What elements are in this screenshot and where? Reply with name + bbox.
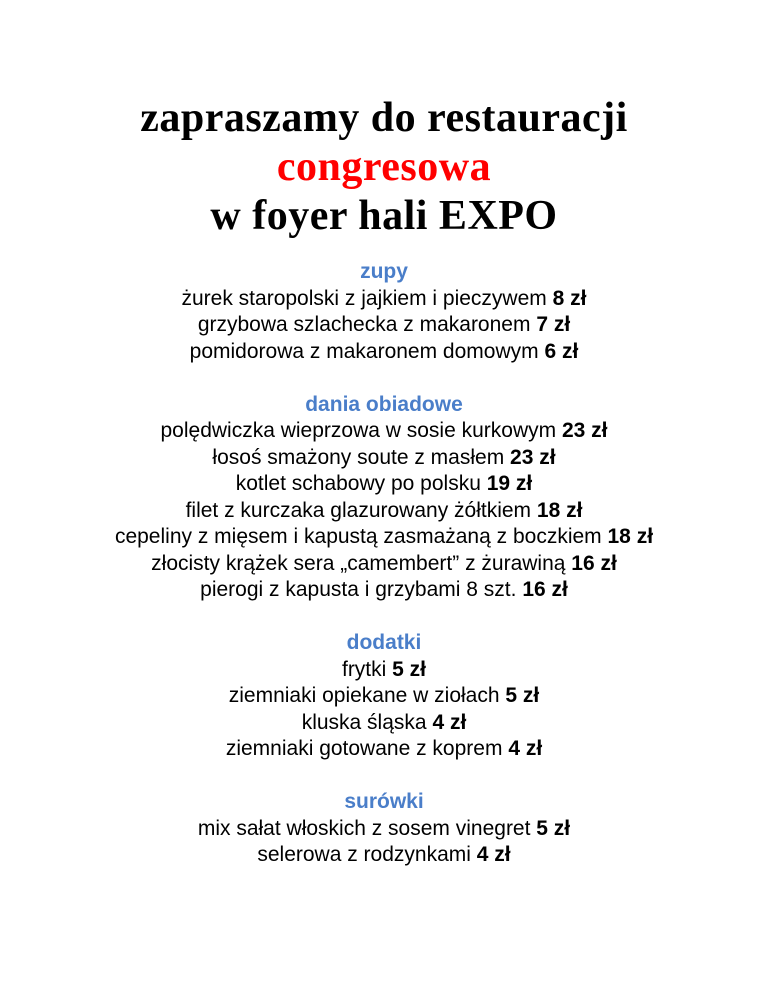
section-title: surówki	[344, 790, 424, 813]
section-title: dania obiadowe	[305, 392, 463, 416]
menu-item	[0, 842, 768, 869]
page-title	[0, 94, 768, 241]
section-title: dodatki	[346, 631, 422, 654]
item-price: 18 zł	[607, 525, 654, 548]
item-name: frytki	[341, 657, 387, 681]
menu-item	[0, 418, 768, 445]
menu-list	[0, 259, 768, 895]
menu-item	[0, 683, 768, 710]
item-price: 6 zł	[544, 339, 579, 363]
menu-item	[0, 312, 768, 339]
title-line-location: w foyer hali EXPO	[210, 193, 558, 239]
item-name: ziemniaki gotowane z koprem	[225, 737, 503, 760]
menu-item	[104, 524, 664, 551]
item-price: 5 zł	[536, 816, 571, 840]
restaurant-name: congresowa	[276, 144, 492, 190]
menu-item	[0, 339, 768, 366]
item-price: 7 zł	[536, 313, 571, 336]
item-name: złocisty krążek sera „camembert” z żurawiną	[151, 551, 566, 575]
menu-item	[0, 551, 768, 578]
item-name: selerowa z rodzynkami	[257, 843, 471, 866]
item-price: 23 zł	[510, 445, 556, 469]
section-soups	[0, 259, 768, 365]
item-name: grzybowa szlachecka z makaronem	[197, 313, 531, 336]
menu-item	[0, 286, 768, 313]
section-sides	[0, 630, 768, 763]
item-name: cepeliny z mięsem i kapustą zasmażaną z boczkiem	[114, 525, 602, 548]
item-price: 5 zł	[392, 657, 427, 681]
item-price: 4 zł	[476, 843, 511, 866]
item-name: mix sałat włoskich z sosem vinegret	[197, 816, 531, 840]
section-salads	[0, 789, 768, 869]
item-name: pierogi z kapusta i grzybami 8 szt.	[200, 578, 517, 601]
item-price: 8 zł	[552, 286, 587, 310]
item-price: 19 zł	[486, 472, 533, 495]
item-name: kotlet schabowy po polsku	[235, 472, 481, 495]
menu-item	[0, 577, 768, 604]
title-line-invite: zapraszamy do restauracji	[140, 95, 628, 141]
item-price: 16 zł	[522, 578, 568, 601]
item-name: filet z kurczaka glazurowany żółtkiem	[185, 498, 532, 522]
item-price: 5 zł	[505, 684, 540, 707]
item-name: polędwiczka wieprzowa w sosie kurkowym	[160, 419, 557, 442]
menu-item	[0, 498, 768, 525]
item-price: 16 zł	[571, 551, 617, 575]
menu-item	[0, 471, 768, 498]
menu-item	[0, 736, 768, 763]
section-main-dishes	[0, 392, 768, 604]
menu-item	[0, 816, 768, 843]
menu-item	[0, 710, 768, 737]
section-title: zupy	[360, 260, 408, 283]
item-name: pomidorowa z makaronem domowym	[189, 339, 539, 363]
item-name: żurek staropolski z jajkiem i pieczywem	[181, 286, 547, 310]
item-name: ziemniaki opiekane w ziołach	[228, 684, 500, 707]
item-price: 4 zł	[432, 710, 467, 734]
item-price: 4 zł	[508, 737, 543, 760]
menu-item	[0, 657, 768, 684]
menu-item	[0, 445, 768, 472]
item-name: kluska śląska	[301, 710, 427, 734]
item-name: łosoś smażony soute z masłem	[212, 445, 505, 469]
item-price: 18 zł	[536, 498, 583, 522]
item-price: 23 zł	[561, 419, 608, 442]
